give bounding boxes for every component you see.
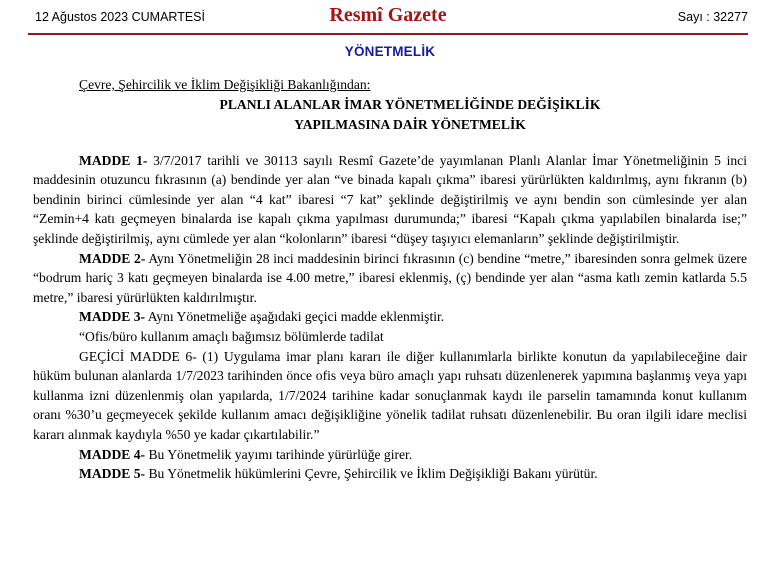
gazette-header	[28, 0, 748, 35]
article-5-label: MADDE 5-	[79, 466, 146, 482]
article-2	[33, 249, 747, 308]
article-1-text: 3/7/2017 tarihli ve 30113 sayılı Resmî Gazete’de yayımlanan Planlı Alanlar İmar Yönetmeliğinin 5 inci maddesinin otuzuncu fıkrasının (a) bendinde yer alan “ve binada kapalı çıkma” ibaresi yürürlükten kaldırılmış, aynı fıkranın (b) bendinin birinci cümlesinde yer alan “4 kat” ibaresi “7 kat” şeklinde değiştirilmiş ve aynı bendin son cümlesinde yer alan “Zemin+4 katı geçmeyen binalarda ise kapalı çıkma yapılması durumunda;” ibaresi “Kapalı çıkma yapılabilen binalarda ise;” şeklinde değiştirilmiş, aynı cümlede yer alan “kolonların” ibaresi “düşey taşıyıcı elemanların” şeklinde değiştirilmiştir.	[33, 152, 747, 246]
ministry-line: Çevre, Şehircilik ve İklim Değişikliği Bakanlığından:	[79, 77, 371, 92]
article-2-label: MADDE 2-	[79, 250, 146, 266]
article-4-label: MADDE 4-	[79, 446, 146, 462]
article-5	[33, 464, 747, 484]
gazette-title: Resmî Gazete	[329, 4, 447, 26]
article-1	[33, 151, 747, 249]
spacer	[33, 135, 747, 151]
article-3-text: Aynı Yönetmeliğe aşağıdaki geçici madde eklenmiştir.	[145, 309, 445, 325]
article-5-text: Bu Yönetmelik hükümlerini Çevre, Şehircilik ve İklim Değişikliği Bakanı yürütür.	[145, 466, 598, 482]
article-3-label: MADDE 3-	[79, 309, 146, 325]
regulation-title-line2: YAPILMASINA DAİR YÖNETMELİK	[294, 116, 526, 132]
section-heading: YÖNETMELİK	[344, 44, 436, 59]
article-2-text: Aynı Yönetmeliğin 28 inci maddesinin birinci fıkrasının (c) bendine “metre,” ibaresinden sonra gelmek üzere “bodrum hariç 3 katı geçmeyen binalarda ise 4.00 metre,” ibaresi eklenmiş, (ç) bendinde yer alan “asma katlı zemin katlarda 5.5 metre,” ibaresi yürürlükten kaldırılmıştır.	[33, 250, 747, 305]
issue-number: Sayı : 32277	[677, 10, 748, 24]
temporary-article-6: GEÇİCİ MADDE 6- (1) Uygulama imar planı kararı ile diğer kullanımlarla birlikte konutun da yapılabileceğine dair hüküm bulunan alanlarda 1/7/2023 tarihinden önce ofis veya büro amaçlı yapı ruhsatı düzenlenerek yapımına başlanmış veya yapı kullanma izni düzenlenmiş olan yapılarda, 1/7/2024 tarihine kadar sonuçlanmak kaydı ile parselin tamamında konut kullanım oranı %30’u geçmeyecek şekilde kullanım amacı değişikliğine yönelik tadilat ruhsatı düzenlenebilir. Bu oran ilgili idare meclisi kararı alınmak kaydıyla %50 ye kadar çıkartılabilir.”	[33, 348, 747, 442]
temporary-article-title: “Ofis/büro kullanım amaçlı bağımsız bölümlerde tadilat	[79, 328, 384, 344]
issue-date: 12 Ağustos 2023 CUMARTESİ	[35, 10, 205, 24]
document-body	[33, 75, 747, 484]
article-3	[33, 307, 747, 327]
regulation-title	[73, 95, 747, 135]
article-1-label: MADDE 1-	[79, 152, 148, 168]
article-4	[33, 445, 747, 465]
regulation-title-line1: PLANLI ALANLAR İMAR YÖNETMELİĞİNDE DEĞİŞİKLİK	[219, 96, 601, 112]
article-4-text: Bu Yönetmelik yayımı tarihinde yürürlüğe girer.	[145, 446, 413, 462]
